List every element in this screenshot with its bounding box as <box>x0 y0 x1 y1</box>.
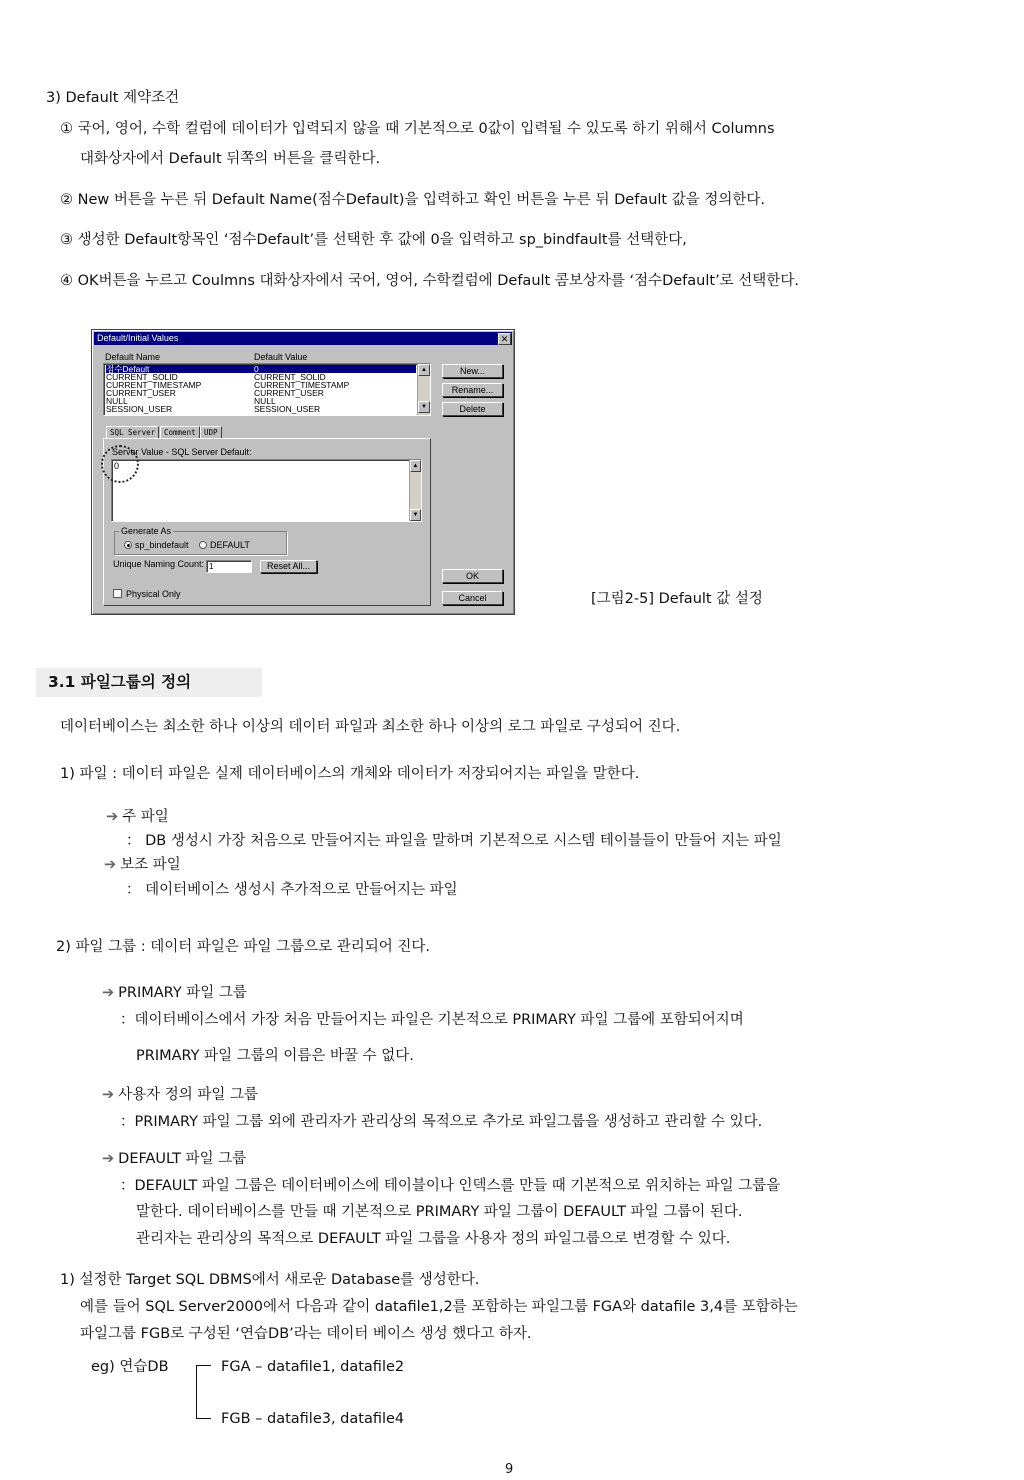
step-1-line-1: 1) 설정한 Target SQL DBMS에서 새로운 Database를 생성한다. <box>60 1272 480 1288</box>
scroll-down-icon[interactable]: ▼ <box>418 401 430 413</box>
arrow-icon: ➔ <box>102 1087 115 1103</box>
unique-naming-value: 1 <box>209 562 214 571</box>
list-row[interactable] <box>106 389 324 397</box>
dialog-titlebar <box>94 332 512 345</box>
scroll-up-icon[interactable]: ▲ <box>418 364 430 376</box>
list-row-name: NULL <box>106 396 128 406</box>
default-desc-2: 말한다. 데이터베이스를 만들 때 기본적으로 PRIMARY 파일 그룹이 DEFAULT 파일 그룹이 된다. <box>136 1204 743 1220</box>
physical-only-option[interactable] <box>113 589 181 599</box>
physical-only-label: Physical Only <box>126 589 181 599</box>
defaults-list[interactable] <box>103 363 431 416</box>
list-row-value: CURRENT_SOLID <box>254 372 326 382</box>
list-row-name: SESSION_USER <box>106 404 173 414</box>
default-item <box>102 1149 246 1169</box>
list-row-value: SESSION_USER <box>254 404 321 414</box>
list-row-name: CURRENT_USER <box>106 388 176 398</box>
radio-icon[interactable] <box>199 541 207 549</box>
default-values-dialog <box>91 329 515 615</box>
arrow-icon: ➔ <box>102 1151 115 1167</box>
list-row-name: 점수Default <box>106 364 150 374</box>
figure-caption: [그림2-5] Default 값 설정 <box>591 591 763 607</box>
sub-file-label: 보조 파일 <box>120 857 181 873</box>
tab-sql-server[interactable]: SQL Server <box>106 426 159 439</box>
item-4: ④ OK버튼을 누르고 Coulmns 대화상자에서 국어, 영어, 수학컬럼에 Default 콤보상자를 ‘점수Default’로 선택한다. <box>60 273 799 289</box>
primary-desc-2: PRIMARY 파일 그룹의 이름은 바꿀 수 없다. <box>136 1048 414 1064</box>
main-file-item <box>106 807 169 827</box>
highlight-circle <box>101 445 139 483</box>
primary-label: PRIMARY 파일 그룹 <box>118 985 247 1001</box>
default-label: DEFAULT 파일 그룹 <box>118 1151 247 1167</box>
section-title: 3.1 파일그룹의 정의 <box>36 668 262 697</box>
main-file-label: 주 파일 <box>122 809 169 825</box>
sub-file-desc: ： 데이터베이스 생성시 추가적으로 만들어지는 파일 <box>126 882 458 898</box>
default-label: DEFAULT <box>210 540 250 550</box>
delete-button[interactable]: Delete <box>442 402 503 416</box>
file-definition: 1) 파일 : 데이터 파일은 실제 데이터베이스의 개체와 데이터가 저장되어지는 파일을 말한다. <box>60 766 640 782</box>
close-icon[interactable]: ✕ <box>498 333 511 345</box>
list-row-value: CURRENT_TIMESTAMP <box>254 380 350 390</box>
rename-button[interactable]: Rename... <box>442 383 503 397</box>
list-row-name: CURRENT_SOLID <box>106 372 178 382</box>
tab-udp[interactable]: UDP <box>200 426 222 439</box>
list-row-value: NULL <box>254 396 276 406</box>
user-item <box>102 1085 258 1105</box>
default-desc-3: 관리자는 관리상의 목적으로 DEFAULT 파일 그룹을 사용자 정의 파일그룹으로 변경할 수 있다. <box>136 1231 731 1247</box>
cancel-button[interactable]: Cancel <box>442 591 503 605</box>
checkbox-icon[interactable] <box>113 589 122 598</box>
user-label: 사용자 정의 파일 그룹 <box>118 1087 259 1103</box>
item-3: ③ 생성한 Default항목인 ‘점수Default’를 선택한 후 값에 0을 입력하고 sp_bindfault를 선택한다, <box>60 232 687 248</box>
textarea-scrollbar[interactable] <box>409 460 421 521</box>
tab-comment[interactable]: Comment <box>160 426 200 439</box>
step-1-line-3: 파일그룹 FGB로 구성된 ‘연습DB’라는 데이터 베이스 생성 했다고 하자. <box>80 1326 532 1342</box>
new-button[interactable]: New... <box>442 364 503 378</box>
server-value-textarea[interactable] <box>111 459 422 522</box>
generate-as-group <box>114 526 287 555</box>
radio-selected-icon[interactable] <box>124 541 132 549</box>
unique-naming-input[interactable] <box>206 560 252 573</box>
col-default-name: Default Name <box>105 352 161 362</box>
server-value-text: 0 <box>114 461 120 471</box>
reset-all-button[interactable]: Reset All... <box>260 560 317 573</box>
list-scrollbar[interactable] <box>417 364 430 415</box>
col-default-value: Default Value <box>254 352 308 362</box>
unique-naming-label: Unique Naming Count: <box>113 559 205 569</box>
section-heading: 3) Default 제약조건 <box>46 90 180 106</box>
fga-text: FGA – datafile1, datafile2 <box>221 1359 405 1375</box>
dialog-title: Default/Initial Values <box>97 333 179 343</box>
list-row-name: CURRENT_TIMESTAMP <box>106 380 202 390</box>
generate-as-label: Generate As <box>121 526 172 536</box>
item-2: ② New 버튼을 누른 뒤 Default Name(점수Default)을 입력하고 확인 버튼을 누른 뒤 Default 값을 정의한다. <box>60 192 765 208</box>
default-desc-1: ：DEFAULT 파일 그룹은 데이터베이스에 테이블이나 인덱스를 만들 때 기본적으로 위치하는 파일 그룹을 <box>120 1178 781 1194</box>
primary-item <box>102 983 247 1003</box>
item-1-line-1: ① 국어, 영어, 수학 컬럼에 데이터가 입력되지 않을 때 기본적으로 0값이 입력될 수 있도록 하기 위해서 Columns <box>60 121 775 137</box>
sub-file-item <box>104 855 181 875</box>
scroll-up-icon[interactable]: ▲ <box>410 460 421 472</box>
filegroup-definition: 2) 파일 그룹 : 데이터 파일은 파일 그룹으로 관리되어 진다. <box>56 939 431 955</box>
main-file-desc: ： DB 생성시 가장 처음으로 만들어지는 파일을 말하며 기본적으로 시스템 테이블들이 만들어 지는 파일 <box>126 833 782 849</box>
intro-text: 데이터베이스는 최소한 하나 이상의 데이터 파일과 최소한 하나 이상의 로그 파일로 구성되어 진다. <box>60 719 681 735</box>
fgb-text: FGB – datafile3, datafile4 <box>221 1411 405 1427</box>
scroll-down-icon[interactable]: ▼ <box>410 509 421 521</box>
primary-desc-1: ：데이터베이스에서 가장 처음 만들어지는 파일은 기본적으로 PRIMARY 파일 그룹에 포함되어지며 <box>120 1012 744 1028</box>
list-row-value: CURRENT_USER <box>254 388 324 398</box>
page-number: 9 <box>505 1462 514 1477</box>
bracket-line <box>196 1365 211 1419</box>
step-1-line-2: 예를 들어 SQL Server2000에서 다음과 같이 datafile1,2를 포함하는 파일그룹 FGA와 datafile 3,4를 포함하는 <box>80 1299 798 1315</box>
example-label: eg) 연습DB <box>91 1359 169 1375</box>
arrow-icon: ➔ <box>106 809 119 825</box>
user-desc: ：PRIMARY 파일 그룹 외에 관리자가 관리상의 목적으로 추가로 파일그룹을 생성하고 관리할 수 있다. <box>120 1114 763 1130</box>
sp-bindefault-option[interactable] <box>124 540 189 550</box>
sp-bindefault-label: sp_bindefault <box>135 540 189 550</box>
item-1-line-2: 대화상자에서 Default 뒤쪽의 버튼을 클릭한다. <box>80 151 381 167</box>
arrow-icon: ➔ <box>104 857 117 873</box>
ok-button[interactable]: OK <box>442 569 503 583</box>
default-option[interactable] <box>199 540 250 550</box>
server-value-label: Server Value - SQL Server Default: <box>112 447 252 457</box>
list-row[interactable] <box>106 405 320 413</box>
list-row-value: 0 <box>254 364 259 374</box>
tab-panel <box>103 438 431 606</box>
arrow-icon: ➔ <box>102 985 115 1001</box>
